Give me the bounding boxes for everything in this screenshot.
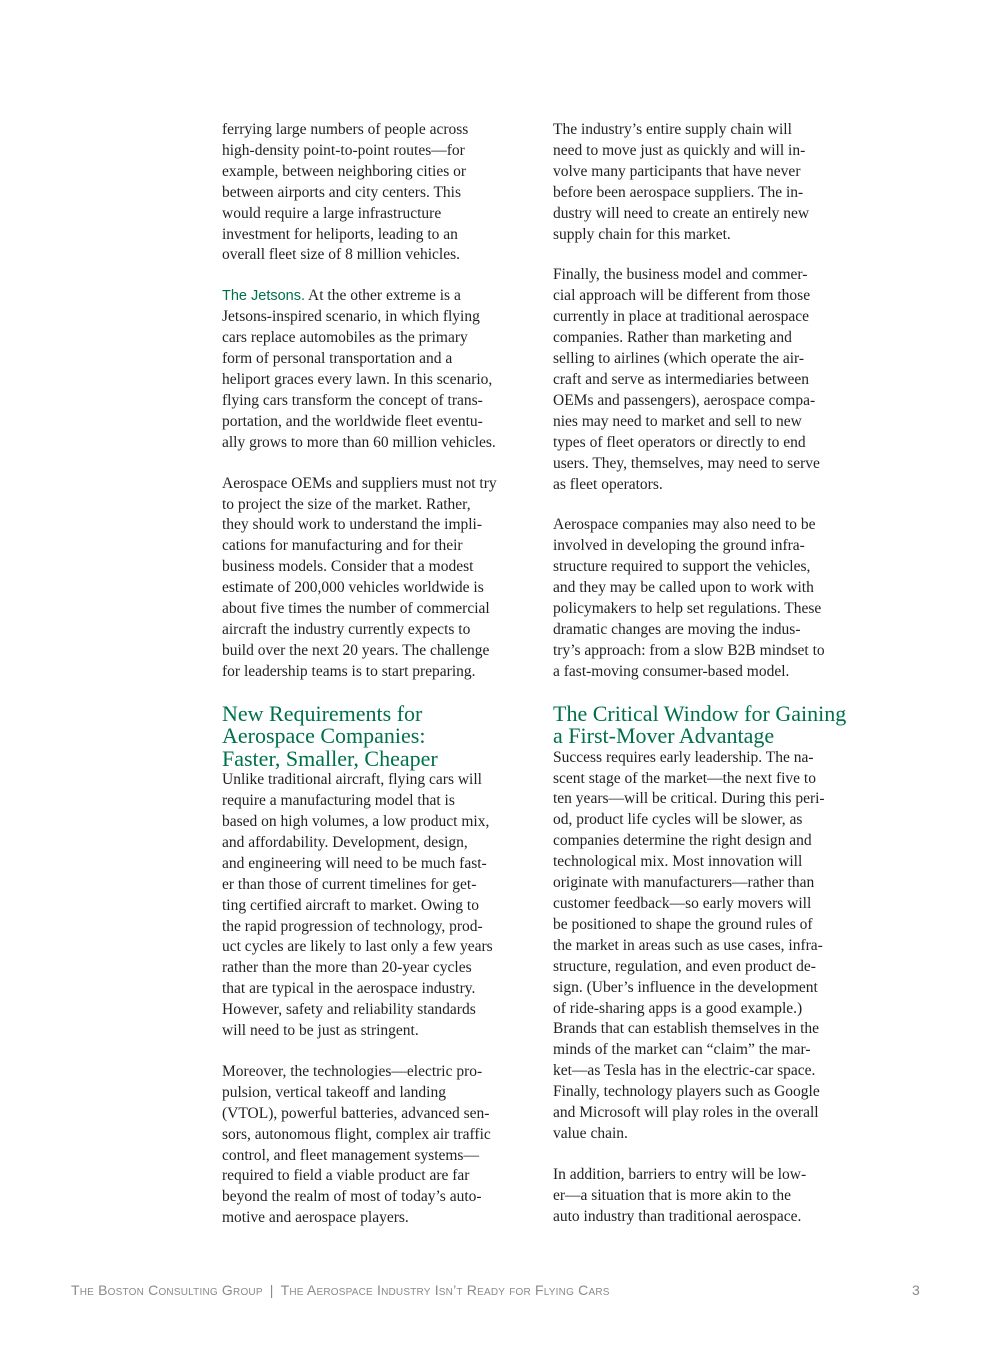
right-column [553, 120, 871, 1248]
footer-publisher: The Boston Consulting Group [71, 1282, 263, 1298]
page-number: 3 [912, 1282, 920, 1298]
paragraph-moreover: Moreover, the technologies—electric pro- pulsion, vertical takeoff and landing (VTOL), powerful batteries, advanced sen- sors, autonomous flight, complex air traffic control, and fleet management systems— required to field a viable product are far beyond the realm of most of today’s auto- motive and aerospace players. [222, 1062, 491, 1227]
paragraph-ground-infrastructure: Aerospace companies may also need to be involved in developing the ground infra- structure required to support the vehicles, and they may be called upon to work with policymakers to help set regulations. These dramatic changes are moving the indus- try’s approach: from a slow B2B mindset to a fast-moving consumer-based model. [553, 516, 825, 680]
paragraph-success: Success requires early leadership. The na- scent stage of the market—the next five to ten years—will be critical. During this peri- od, product life cycles will be slower, as companies determine the right design and technological mix. Most innovation will originate with manufacturers—rather than customer feedback—so early movers will be positioned to shape the ground rules of the market in areas such as use cases, infra- structure, regulation, and even product de- sign. (Uber’s influence in the development of ride-sharing apps is a good example.) Brands that can establish themselves in the minds of the market can “claim” the mar- ket—as Tesla has in the electric-car space. Finally, technology players such as Google and Microsoft will play roles in the overall value chain. [553, 748, 825, 1142]
footer-title: The Aerospace Industry Isn’t Ready for Flying Cars [280, 1282, 610, 1298]
paragraph-supply-chain: The industry’s entire supply chain will need to move just as quickly and will in- volve many participants that have never before been aerospace suppliers. The in- dustry will need to create an entirely new supply chain for this market. [553, 121, 810, 243]
jetsons-body: At the other extreme is a Jetsons-inspired scenario, in which flying cars replace automobiles as the primary form of personal transportation and a heliport graces every lawn. In this scenario, flying cars transform the concept of trans- portation, and the worldwide fleet eventu- ally grows to more than 60 million vehicles. [222, 287, 496, 451]
paragraph-barriers: In addition, barriers to entry will be low- er—a situation that is more akin to the auto industry than traditional aerospace. [553, 1165, 807, 1225]
jetsons-run-in-head: The Jetsons. [222, 288, 306, 305]
page-footer [71, 1282, 610, 1298]
paragraph-unlike-traditional: Unlike traditional aircraft, flying cars will require a manufacturing model that is based on high volumes, a low product mix, and affordability. Development, design, and engineering will need to be much fast- er than those of current timelines for get- ting certified aircraft to market. Owing to the rapid progression of technology, prod- uct cycles are likely to last only a few years rather than the more than 20-year cycles that are typical in the aerospace industry. However, safety and reliability standards will need to be just as stringent. [222, 771, 493, 1040]
paragraph-jetsons [222, 286, 540, 453]
section-heading-new-requirements: New Requirements for Aerospace Companies: Faster, Smaller, Cheaper [222, 700, 438, 771]
paragraph-business-model: Finally, the business model and commer- cial approach will be different from those currently in place at traditional aerospace companies. Rather than marketing and selling to airlines (which operate the air- craft and serve as intermediaries between OEMs and passengers), aerospace compa- nies may need to market and sell to new types of fleet operators or directly to end users. They, themselves, may need to serve as fleet operators. [553, 266, 820, 493]
section-heading-critical-window: The Critical Window for Gaining a First-Mover Advantage [553, 700, 847, 749]
paragraph-oems: Aerospace OEMs and suppliers must not try to project the size of the market. Rather, they should work to understand the impli- cations for manufacturing and for their business models. Consider that a modest estimate of 200,000 vehicles worldwide is about five times the number of commercial aircraft the industry currently expects to build over the next 20 years. The challenge for leadership teams is to start preparing. [222, 474, 497, 680]
left-column [222, 120, 540, 1249]
paragraph-ferrying: ferrying large numbers of people across high-density point-to-point routes—for example, between neighboring cities or between airports and city centers. This would require a large infrastructure investment for heliports, leading to an overall fleet size of 8 million vehicles. [222, 121, 469, 264]
footer-separator: | [269, 1282, 274, 1298]
